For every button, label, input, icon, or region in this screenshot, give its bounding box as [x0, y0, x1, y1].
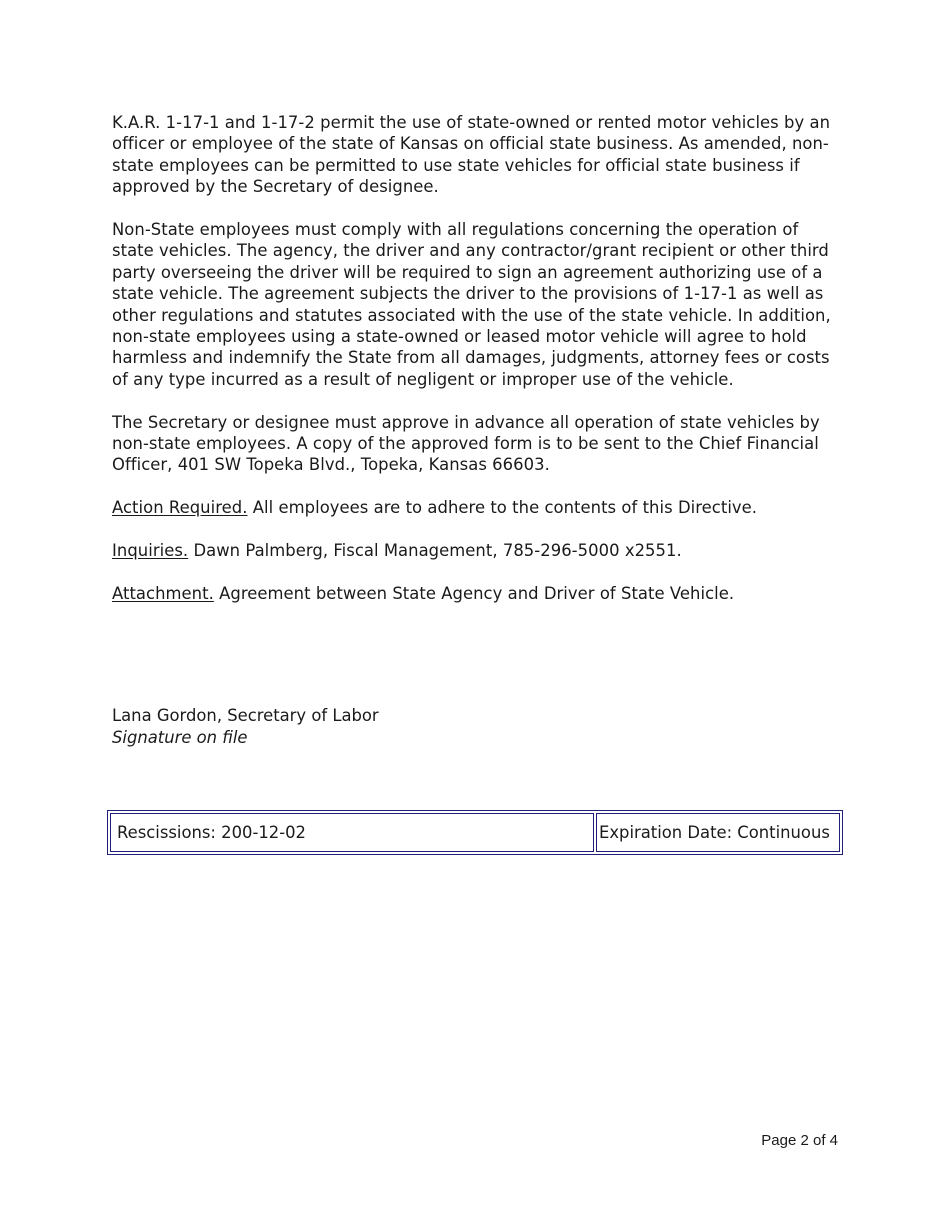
- signature-note: Signature on file: [112, 728, 248, 747]
- action-required-line: [112, 497, 840, 518]
- attachment-line: [112, 583, 840, 604]
- signatory-name-title: Lana Gordon, Secretary of Labor: [112, 706, 379, 725]
- directive-body: [112, 112, 840, 626]
- page-number: Page 2 of 4: [761, 1132, 838, 1149]
- paragraph-approval: The Secretary or designee must approve in advance all operation of state vehicles by non-state employees. A copy of the approved form is to be sent to the Chief Financial Officer, 401 SW Topeka Blvd., Topeka, Kansas 66603.: [112, 412, 820, 475]
- signature-block: [112, 705, 379, 749]
- paragraph-non-state-employees: Non-State employees must comply with all regulations concerning the operation of state vehicles. The agency, the driver and any contractor/grant recipient or other third party overseeing the driver will be required to sign an agreement authorizing use of a state vehicle. The agreement subjects the driver to the provisions of 1-17-1 as well as other regulations and statutes associated with the use of the state vehicle. In addition, non-state employees using a state-owned or leased motor vehicle will agree to hold harmless and indemnify the State from all damages, judgments, attorney fees or costs of any type incurred as a result of negligent or improper use of the vehicle.: [112, 220, 831, 389]
- attachment-text: Agreement between State Agency and Driver of State Vehicle.: [213, 583, 735, 603]
- inquiries-text: Dawn Palmberg, Fiscal Management, 785-296-5000 x2551.: [188, 541, 682, 561]
- rescission-expiration-table: [107, 810, 843, 855]
- inquiries-line: [112, 540, 840, 561]
- action-required-text: All employees are to adhere to the contents of this Directive.: [247, 498, 758, 518]
- expiration-date-cell: Expiration Date: Continuous: [596, 813, 840, 852]
- action-required-label: Action Required.: [112, 498, 248, 518]
- inquiries-label: Inquiries.: [112, 541, 189, 561]
- rescissions-cell: Rescissions: 200-12-02: [110, 813, 594, 852]
- paragraph-kar-regulations: K.A.R. 1-17-1 and 1-17-2 permit the use of state-owned or rented motor vehicles by an officer or employee of the state of Kansas on official state business. As amended, non-state employees can be permitted to use state vehicles for official state business if approved by the Secretary of designee.: [112, 113, 831, 197]
- attachment-label: Attachment.: [112, 583, 214, 603]
